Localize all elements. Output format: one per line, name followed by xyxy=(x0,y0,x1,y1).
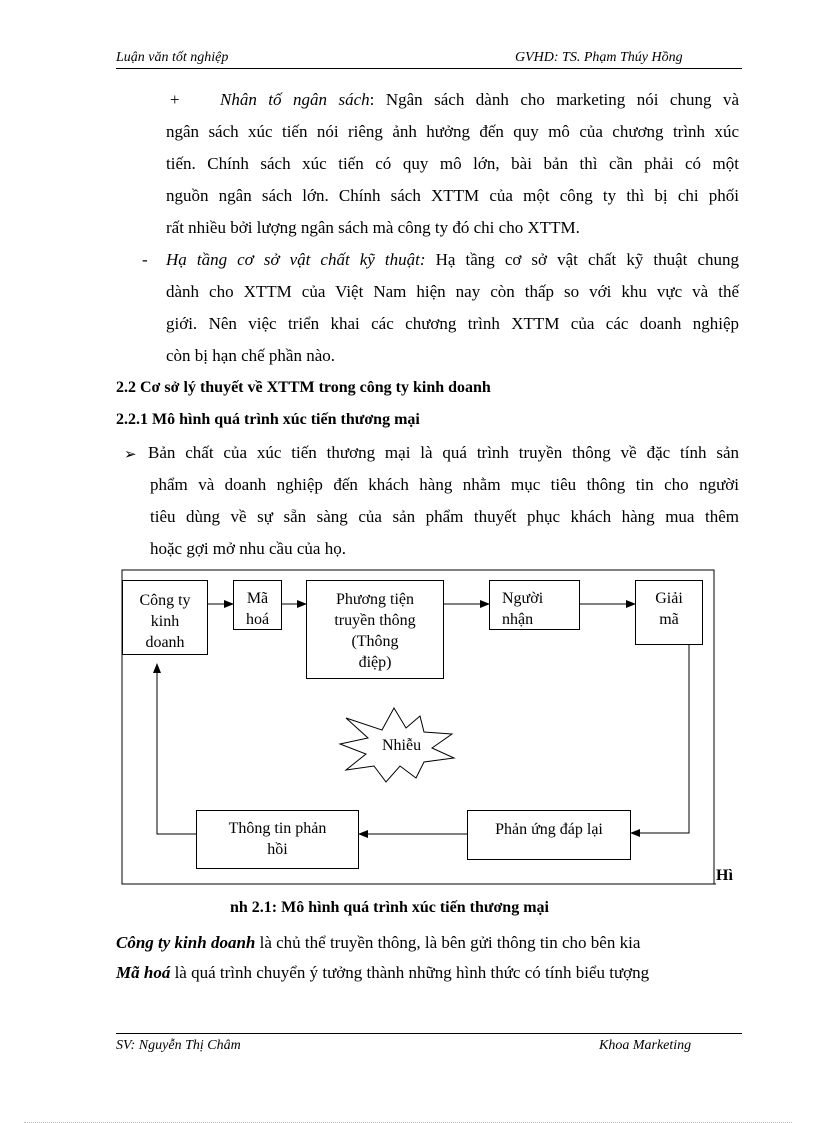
bullet-plus: + xyxy=(170,90,180,109)
footer-rule xyxy=(116,1033,742,1034)
paragraph-line: hoặc gợi mở nhu cầu của họ. xyxy=(150,539,346,558)
paragraph-line: rất nhiều bởi lượng ngân sách mà công ty đó chi cho XTTM. xyxy=(166,218,580,237)
footer-right: Khoa Marketing xyxy=(599,1038,692,1053)
box-label: (Thông xyxy=(351,633,399,650)
definition-text: là chủ thể truyền thông, là bên gửi thông tin cho bên kia xyxy=(255,933,641,952)
box-label: Mã xyxy=(246,590,269,607)
paragraph-line: ngân sách xúc tiến nói riêng ảnh hưởng đến quy mô của chương trình xúc xyxy=(166,122,739,141)
paragraph-line: nguồn ngân sách lớn. Chính sách XTTM của một công ty thì bị chi phối xyxy=(166,186,739,205)
box-decode xyxy=(635,580,703,645)
header-right: GVHD: TS. Phạm Thúy Hồng xyxy=(515,50,683,65)
box-label: Giải xyxy=(655,590,683,607)
paragraph-line: tiến. Chính sách xúc tiến có quy mô lớn, bài bản thì cần phải có một xyxy=(166,154,739,173)
arrow-decode-to-response xyxy=(631,645,689,833)
paragraph-line: Bản chất của xúc tiến thương mại là quá trình truyền thông về đặc tính sản xyxy=(148,443,739,462)
bullet-dash: - xyxy=(142,250,148,269)
box-receiver xyxy=(489,580,580,630)
text-segment: Hạ tầng cơ sở vật chất kỹ thuật chung xyxy=(425,250,739,269)
box-response xyxy=(467,810,631,860)
noise-label: Nhiễu xyxy=(382,737,422,754)
definition-encode xyxy=(116,960,649,986)
box-label: mã xyxy=(659,611,679,628)
box-label: Người xyxy=(502,590,544,607)
box-label: Công ty xyxy=(139,592,191,609)
box-label: doanh xyxy=(145,634,185,651)
text-segment: : Ngân sách dành cho marketing nói chung và xyxy=(369,90,739,109)
header-left: Luận văn tốt nghiệp xyxy=(116,50,229,65)
figure-caption: nh 2.1: Mô hình quá trình xúc tiến thương mại xyxy=(230,899,549,916)
paragraph-line: phẩm và doanh nghiệp đến khách hàng nhằm mục tiêu thông tin cho người xyxy=(150,475,739,494)
term-encode: Mã hoá xyxy=(116,963,171,982)
box-media xyxy=(306,580,444,679)
paragraph-line: tiêu dùng về sự sẵn sàng của sản phẩm thuyết phục khách hàng mua thêm xyxy=(150,507,739,526)
paragraph-line: dành cho XTTM của Việt Nam hiện nay còn thấp so với khu vực và thế xyxy=(166,282,739,301)
bullet-arrow-icon: ➢ xyxy=(124,445,137,463)
term-budget: Nhân tố ngân sách xyxy=(220,90,370,109)
heading-2-2: 2.2 Cơ sở lý thuyết về XTTM trong công ty kinh doanh xyxy=(116,379,491,396)
arrow-feedback-to-company xyxy=(157,664,196,834)
box-company xyxy=(122,580,208,655)
paragraph-line: giới. Nên việc triển khai các chương trình XTTM của các doanh nghiệp xyxy=(166,314,739,333)
heading-2-2-1: 2.2.1 Mô hình quá trình xúc tiến thương mại xyxy=(116,411,420,428)
paragraph-line: còn bị hạn chế phần nào. xyxy=(166,346,335,365)
definition-company xyxy=(116,930,640,956)
box-label: truyền thông xyxy=(334,612,416,629)
box-label: Phản ứng đáp lại xyxy=(495,821,603,838)
box-label: kinh xyxy=(150,613,180,630)
definition-text: là quá trình chuyển ý tưởng thành những hình thức có tính biểu tượng xyxy=(170,963,650,982)
box-label: hoá xyxy=(245,611,270,628)
box-label: hồi xyxy=(267,841,288,858)
term-infra: Hạ tầng cơ sở vật chất kỹ thuật: xyxy=(166,250,426,269)
box-label: Thông tin phản xyxy=(228,820,327,837)
box-label: điệp) xyxy=(358,654,392,671)
box-label: nhận xyxy=(502,611,534,628)
footer-left: SV: Nguyễn Thị Châm xyxy=(116,1038,241,1053)
box-label: Phương tiện xyxy=(335,591,415,608)
caption-fragment: Hì xyxy=(716,867,733,884)
term-company: Công ty kinh doanh xyxy=(116,933,256,952)
box-encode xyxy=(233,580,282,630)
box-feedback xyxy=(196,810,359,869)
